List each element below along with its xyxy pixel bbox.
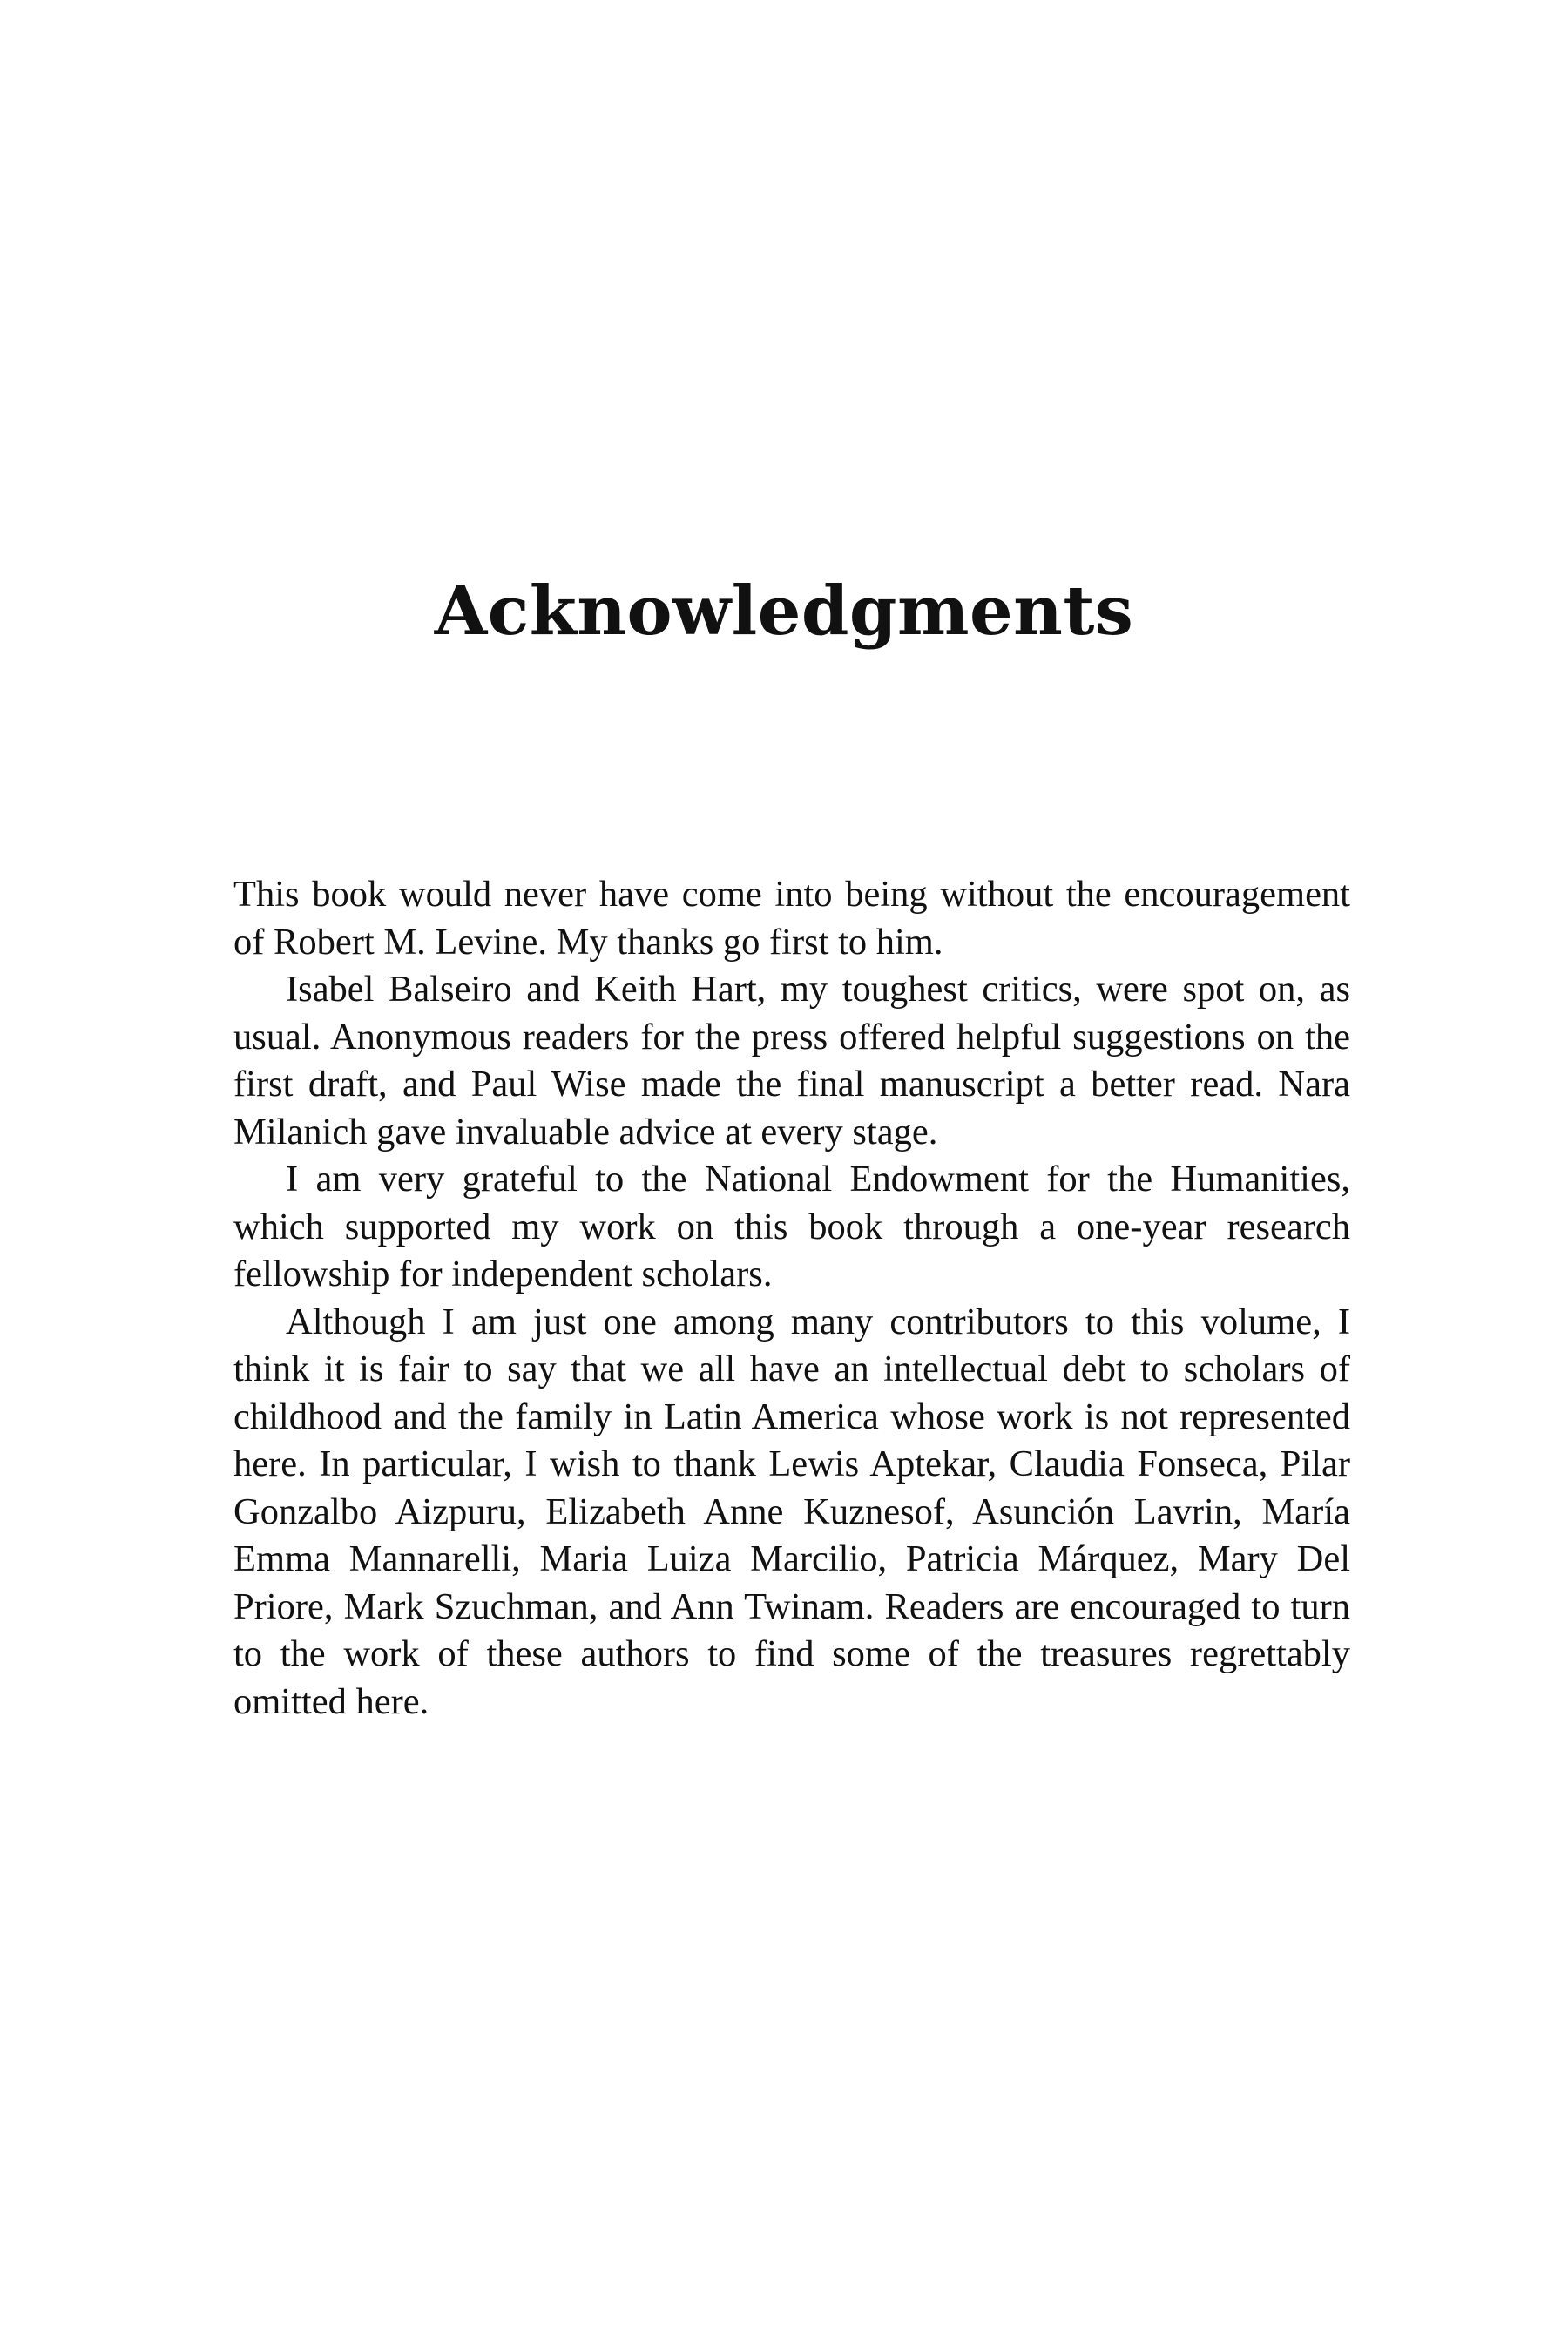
paragraph-3: I am very grateful to the National Endowment for the Humanities, which supported my work on this book through a one-year research fellowship for independent scholars. bbox=[233, 1159, 1350, 1294]
page-title: Acknowledgments bbox=[434, 571, 1134, 651]
paragraph-2: Isabel Balseiro and Keith Hart, my toughest critics, were spot on, as usual. Anonymous readers for the press offered helpful suggestions on the first draft, and Paul Wise made the final manuscript a better read. Nara Milanich gave invaluable advice at every stage. bbox=[233, 969, 1350, 1152]
paragraph-4: Although I am just one among many contributors to this volume, I think it is fair to say that we all have an intellectual debt to scholars of childhood and the family in Latin America whose work is not represented here. In particular, I wish to thank Lewis Aptekar, Claudia Fonseca, Pilar Gonzalbo Aizpuru, Elizabeth Anne Kuznesof, Asunción Lavrin, María Emma Mannarelli, Maria Luiza Marcilio, Patricia Márquez, Mary Del Priore, Mark Szuchman, and Ann Twinam. Readers are encouraged to turn to the work of these authors to find some of the treasures regrettably omitted here. bbox=[233, 1301, 1350, 1722]
paragraph-1: This book would never have come into being without the encouragement of Robert M. Levine. My thanks go first to him. bbox=[233, 874, 1350, 963]
acknowledgments-body bbox=[233, 871, 1350, 1726]
